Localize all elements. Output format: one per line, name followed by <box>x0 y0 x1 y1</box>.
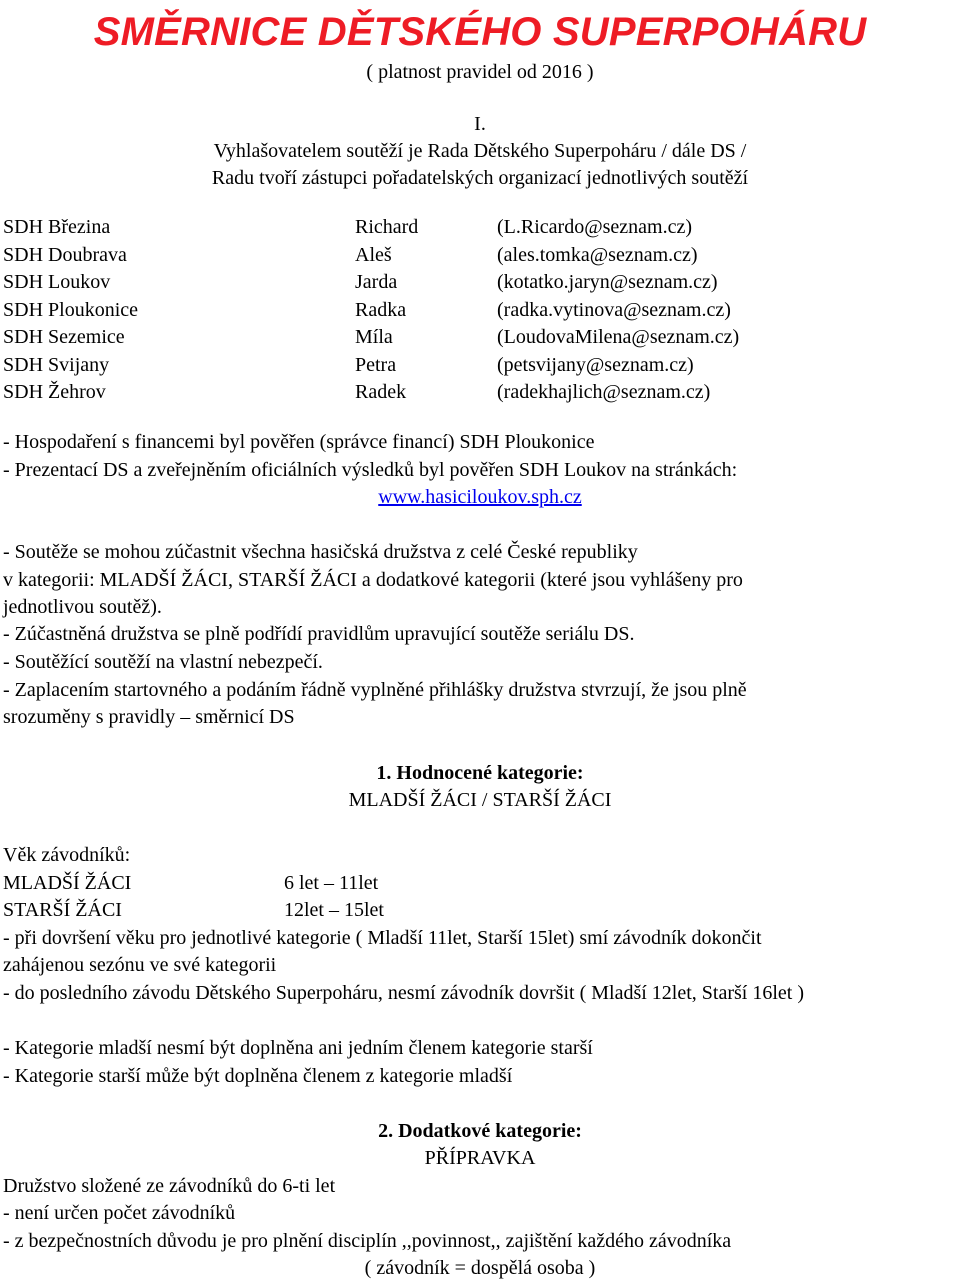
intro-line: Radu tvoří zástupci pořadatelských organizací jednotlivých soutěží <box>211 167 749 189</box>
section2-line: - z bezpečnostních důvodu je pro plnění disciplín ,,povinnost,, zajištění každého závodníka <box>3 1230 732 1252</box>
age-range: 12let – 15let <box>284 899 384 921</box>
organizer-org: SDH Doubrava <box>3 244 127 266</box>
organizer-name: Richard <box>355 216 419 238</box>
rule-line: jednotlivou soutěž). <box>3 596 162 618</box>
organizer-email: (petsvijany@seznam.cz) <box>497 354 694 376</box>
organizer-name: Aleš <box>355 244 392 266</box>
age-label: Věk závodníků: <box>3 844 131 866</box>
organizer-email: (L.Ricardo@seznam.cz) <box>497 216 692 238</box>
organizer-org: SDH Ploukonice <box>3 299 138 321</box>
organizer-org: SDH Loukov <box>3 271 111 293</box>
rule-line: - Zúčastněná družstva se plně podřídí pravidlům upravující soutěže seriálu DS. <box>3 623 635 645</box>
organizer-org: SDH Svijany <box>3 354 110 376</box>
rule-line: - Soutěžící soutěží na vlastní nebezpečí. <box>3 651 323 673</box>
admin-line: - Hospodaření s financemi byl pověřen (správce financí) SDH Ploukonice <box>3 431 595 453</box>
organizer-name: Jarda <box>355 271 398 293</box>
organizer-email: (kotatko.jaryn@seznam.cz) <box>497 271 718 293</box>
organizer-name: Petra <box>355 354 397 376</box>
rule-line: v kategorii: MLADŠÍ ŽÁCI, STARŠÍ ŽÁCI a dodatkové kategorii (které jsou vyhlášeny pro <box>3 569 743 591</box>
admin-line: - Prezentací DS a zveřejněním oficiálních výsledků byl pověřen SDH Loukov na stránkách: <box>3 459 738 481</box>
section2-heading: 2. Dodatkové kategorie: <box>378 1120 582 1142</box>
section-numeral: I. <box>474 113 486 135</box>
organizer-org: SDH Sezemice <box>3 326 125 348</box>
rule-line: - Zaplacením startovného a podáním řádně vyplněné přihlášky družstva stvrzují, že jsou plně <box>3 679 747 701</box>
organizer-name: Radka <box>355 299 407 321</box>
rule-line: srozuměny s pravidly – směrnicí DS <box>3 706 295 728</box>
organizer-org: SDH Žehrov <box>3 381 106 403</box>
age-note: - do posledního závodu Dětského Superpoháru, nesmí závodník dovršit ( Mladší 12let, Starší 16let ) <box>3 982 804 1004</box>
organizer-email: (ales.tomka@seznam.cz) <box>497 244 698 266</box>
organizer-email: (radka.vytinova@seznam.cz) <box>497 299 731 321</box>
section2-line: Družstvo složené ze závodníků do 6-ti let <box>3 1175 336 1197</box>
fill-rule: - Kategorie mladší nesmí být doplněna ani jedním členem kategorie starší <box>3 1037 593 1059</box>
organizer-org: SDH Březina <box>3 216 111 238</box>
section2-subheading: PŘÍPRAVKA <box>424 1147 536 1169</box>
age-category: MLADŠÍ ŽÁCI <box>3 872 132 894</box>
section2-line: - není určen počet závodníků <box>3 1202 236 1224</box>
validity-subtitle: ( platnost pravidel od 2016 ) <box>366 61 594 83</box>
section1-subheading: MLADŠÍ ŽÁCI / STARŠÍ ŽÁCI <box>348 789 612 811</box>
rule-line: - Soutěže se mohou zúčastnit všechna hasičská družstva z celé České republiky <box>3 541 638 563</box>
section2-line: ( závodník = dospělá osoba ) <box>364 1257 596 1279</box>
intro-line: Vyhlašovatelem soutěží je Rada Dětského Superpoháru / dále DS / <box>213 140 747 162</box>
organizer-email: (radekhajlich@seznam.cz) <box>497 381 711 403</box>
organizer-name: Radek <box>355 381 407 403</box>
document-title: SMĚRNICE DĚTSKÉHO SUPERPOHÁRU <box>93 10 867 54</box>
age-category: STARŠÍ ŽÁCI <box>3 899 122 921</box>
age-note: - při dovršení věku pro jednotlivé kategorie ( Mladší 11let, Starší 15let) smí závodník dokončit <box>3 927 762 949</box>
organizer-name: Míla <box>355 326 393 348</box>
website-link[interactable]: www.hasiciloukov.sph.cz <box>378 486 582 508</box>
age-range: 6 let – 11let <box>284 872 379 894</box>
age-note: zahájenou sezónu ve své kategorii <box>3 954 277 976</box>
section1-heading: 1. Hodnocené kategorie: <box>376 762 584 784</box>
organizer-email: (LoudovaMilena@seznam.cz) <box>497 326 740 348</box>
fill-rule: - Kategorie starší může být doplněna členem z kategorie mladší <box>3 1065 513 1087</box>
